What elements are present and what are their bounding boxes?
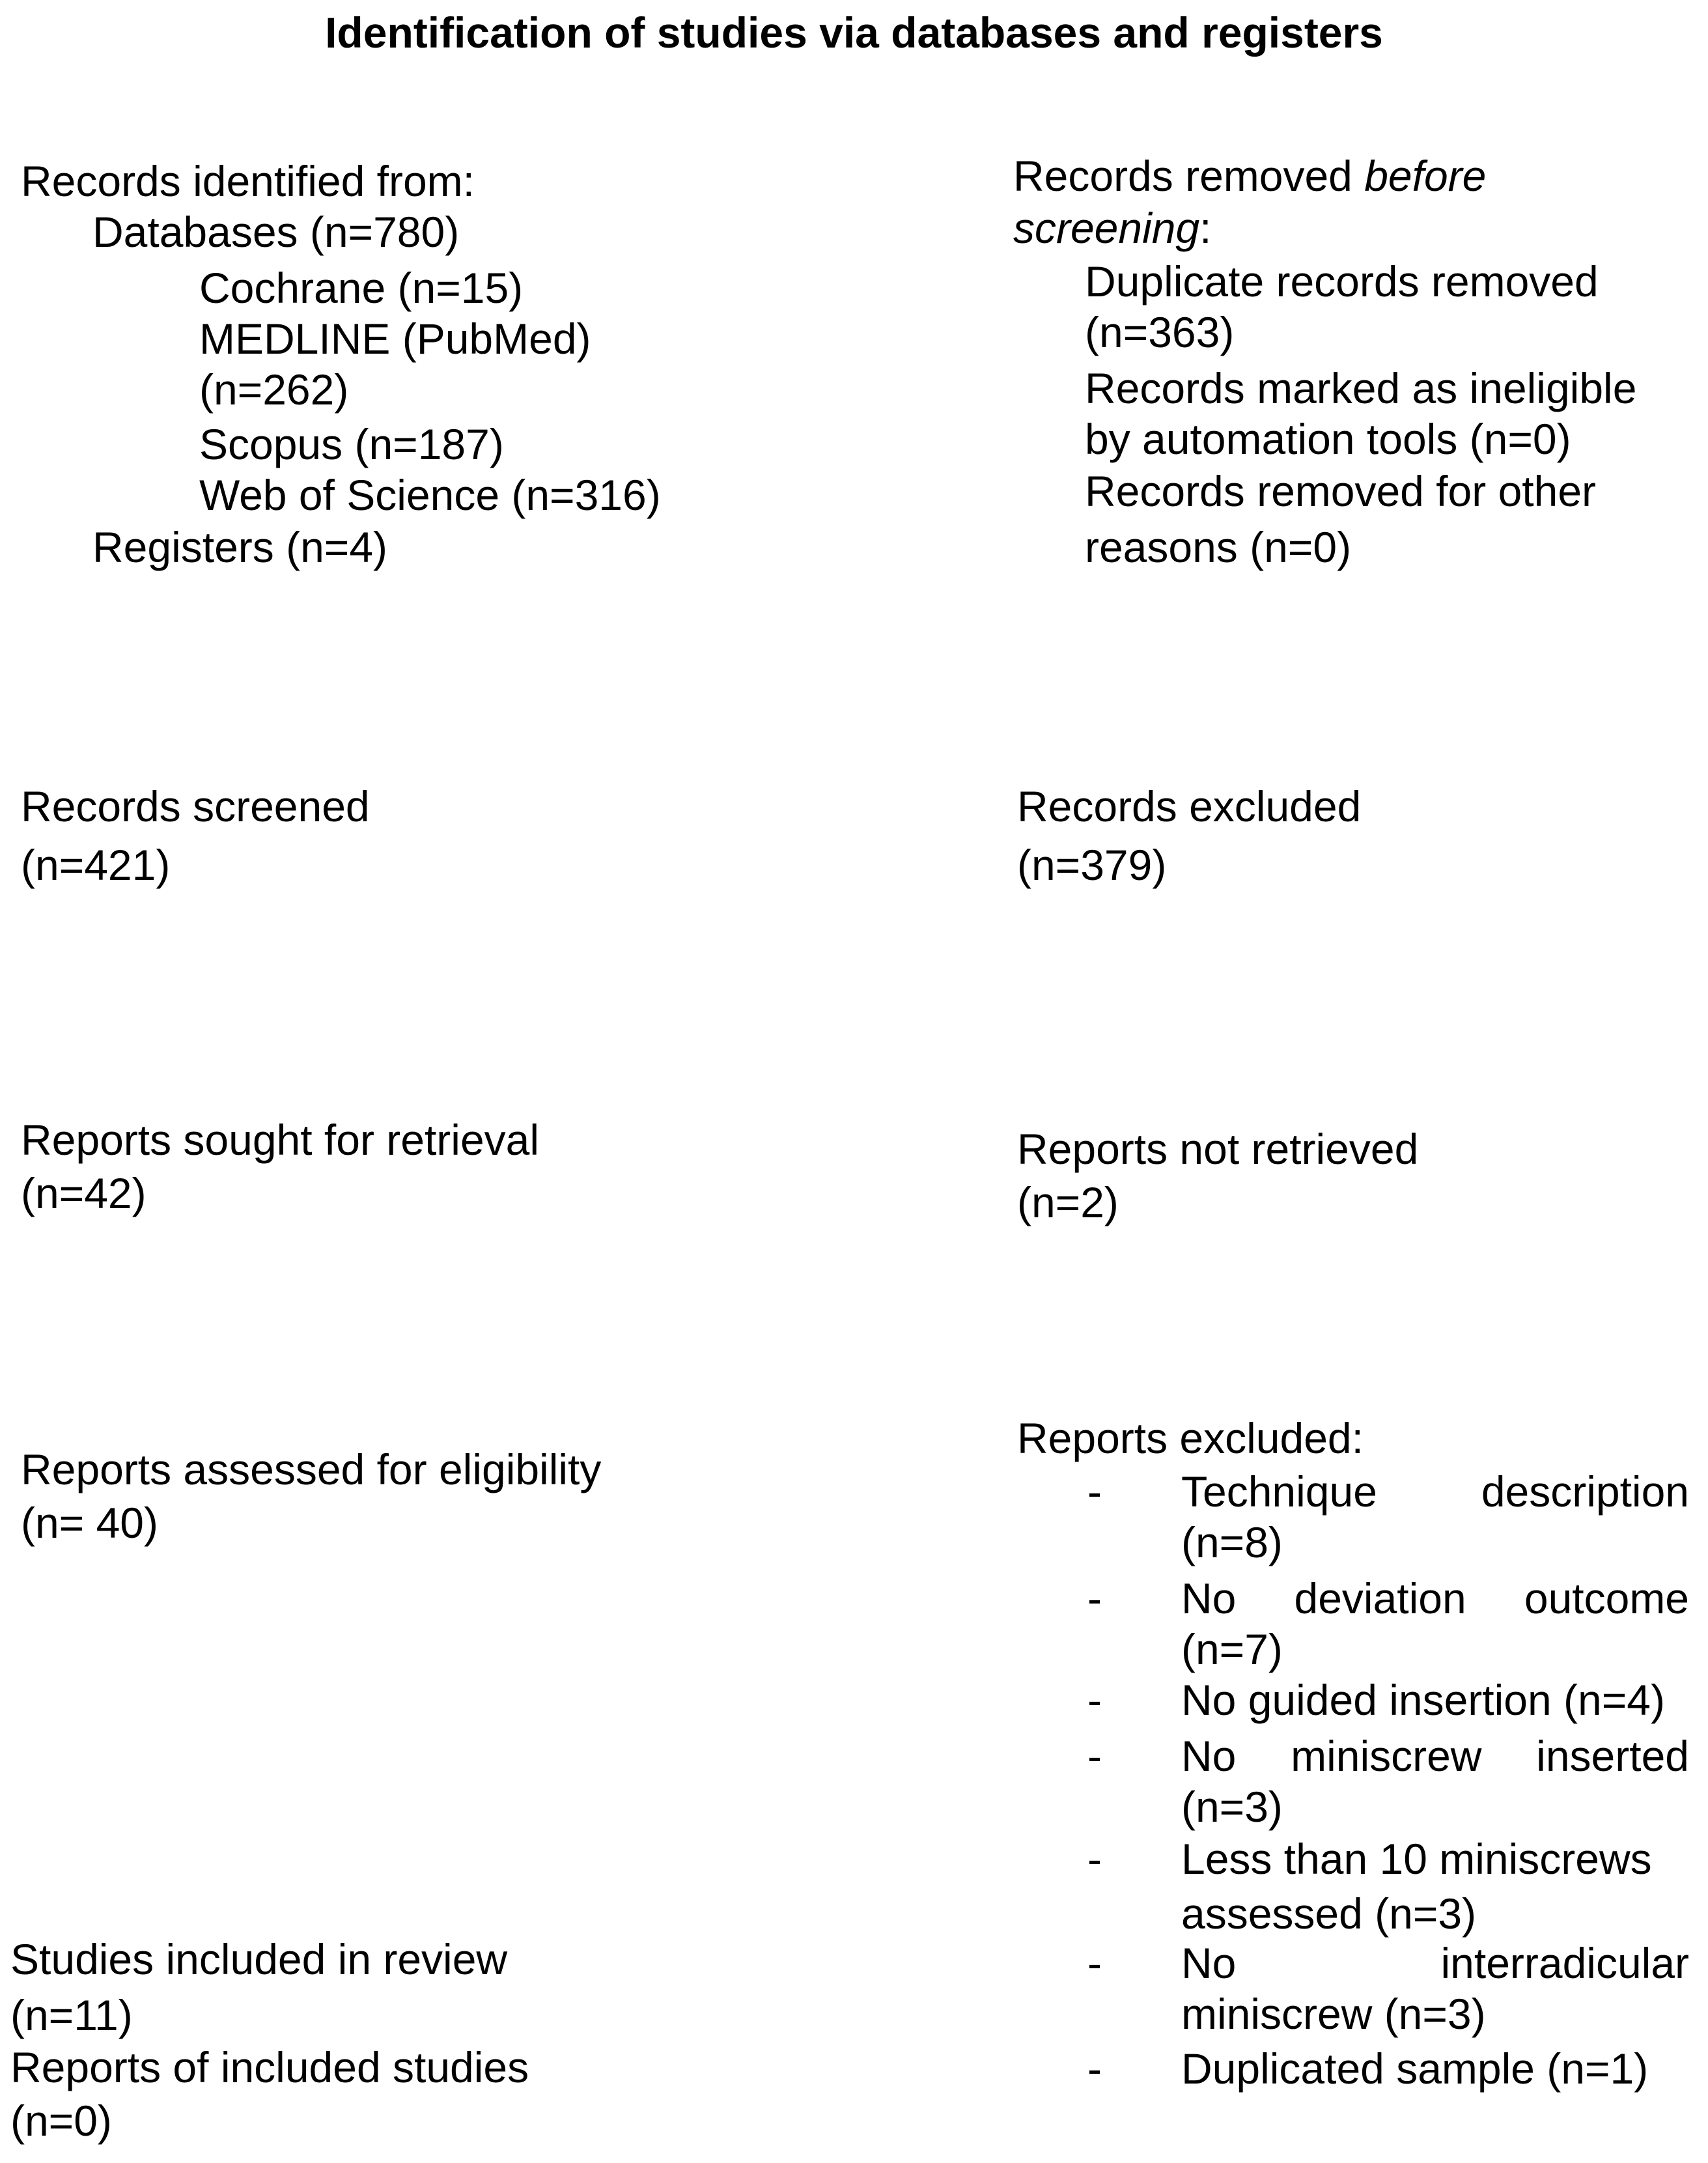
reports-included-count: (n=0): [10, 2097, 112, 2145]
reports-included-label: Reports of included studies: [10, 2043, 529, 2091]
reports-sought-count: (n=42): [21, 1169, 147, 1217]
word: description: [1481, 1467, 1689, 1516]
screening-italic: screening: [1013, 204, 1200, 252]
exclusion-count-no-interradicular: miniscrew (n=3): [1181, 1990, 1486, 2038]
reports-assessed-count: (n= 40): [21, 1499, 158, 1547]
word: Technique: [1181, 1467, 1377, 1516]
exclusion-count-no-miniscrew: (n=3): [1181, 1783, 1283, 1831]
exclusion-reason-no-guided: No guided insertion (n=4): [1181, 1676, 1665, 1724]
exclusion-reason-no-miniscrew: [1181, 1730, 1689, 1782]
bullet-dash: -: [1087, 1732, 1102, 1780]
databases-count: Databases (n=780): [92, 208, 460, 256]
bullet-dash: -: [1087, 1676, 1102, 1724]
bullet-dash: -: [1087, 2044, 1102, 2093]
records-excluded-count: (n=379): [1017, 841, 1167, 889]
reports-not-retrieved-label: Reports not retrieved: [1017, 1125, 1419, 1173]
web-of-science-count: Web of Science (n=316): [199, 471, 661, 519]
word: miniscrew: [1291, 1732, 1482, 1780]
other-reasons-label: Records removed for other: [1085, 467, 1597, 515]
exclusion-count-technique: (n=8): [1181, 1518, 1283, 1566]
reports-excluded-heading: Reports excluded:: [1017, 1414, 1364, 1462]
exclusion-count-no-deviation: (n=7): [1181, 1625, 1283, 1673]
records-removed-heading-line2: [1013, 202, 1212, 254]
word: No: [1181, 1939, 1237, 1987]
exclusion-reason-no-interradicular: [1181, 1937, 1689, 1989]
records-removed-heading-italic: before: [1364, 152, 1487, 200]
studies-included-count: (n=11): [10, 1991, 133, 2039]
word: interradicular: [1440, 1939, 1689, 1987]
ineligible-count: by automation tools (n=0): [1085, 415, 1571, 463]
records-excluded-label: Records excluded: [1017, 782, 1362, 830]
records-removed-heading-text: Records removed: [1013, 152, 1365, 200]
word: outcome: [1524, 1574, 1689, 1622]
word: No: [1181, 1574, 1237, 1622]
exclusion-reason-technique: [1181, 1465, 1689, 1518]
exclusion-reason-duplicated: Duplicated sample (n=1): [1181, 2044, 1649, 2093]
bullet-dash: -: [1087, 1574, 1102, 1622]
studies-included-label: Studies included in review: [10, 1935, 508, 1983]
exclusion-reason-less-than-10: Less than 10 miniscrews: [1181, 1835, 1652, 1883]
duplicates-label: Duplicate records removed: [1085, 257, 1599, 305]
medline-label: MEDLINE (PubMed): [199, 315, 591, 363]
word: No: [1181, 1732, 1237, 1780]
records-screened-label: Records screened: [21, 782, 370, 830]
records-screened-count: (n=421): [21, 841, 171, 889]
exclusion-count-less-than-10: assessed (n=3): [1181, 1889, 1477, 1938]
bullet-dash: -: [1087, 1467, 1102, 1516]
bullet-dash: -: [1087, 1835, 1102, 1883]
duplicates-count: (n=363): [1085, 308, 1235, 356]
scopus-count: Scopus (n=187): [199, 420, 504, 468]
records-identified-heading: Records identified from:: [21, 157, 475, 205]
reports-sought-label: Reports sought for retrieval: [21, 1116, 540, 1164]
bullet-dash: -: [1087, 1939, 1102, 1987]
reports-not-retrieved-count: (n=2): [1017, 1178, 1119, 1226]
registers-count: Registers (n=4): [92, 523, 388, 571]
medline-count: (n=262): [199, 365, 349, 414]
heading-colon: :: [1199, 204, 1212, 252]
exclusion-reason-no-deviation: [1181, 1572, 1689, 1624]
word: deviation: [1294, 1574, 1466, 1622]
reports-assessed-label: Reports assessed for eligibility: [21, 1445, 602, 1493]
cochrane-count: Cochrane (n=15): [199, 264, 524, 312]
other-reasons-count: reasons (n=0): [1085, 523, 1352, 571]
records-removed-heading: [1013, 150, 1486, 202]
ineligible-label: Records marked as ineligible: [1085, 364, 1637, 412]
diagram-title: Identification of studies via databases and registers: [325, 8, 1383, 57]
word: inserted: [1536, 1732, 1689, 1780]
